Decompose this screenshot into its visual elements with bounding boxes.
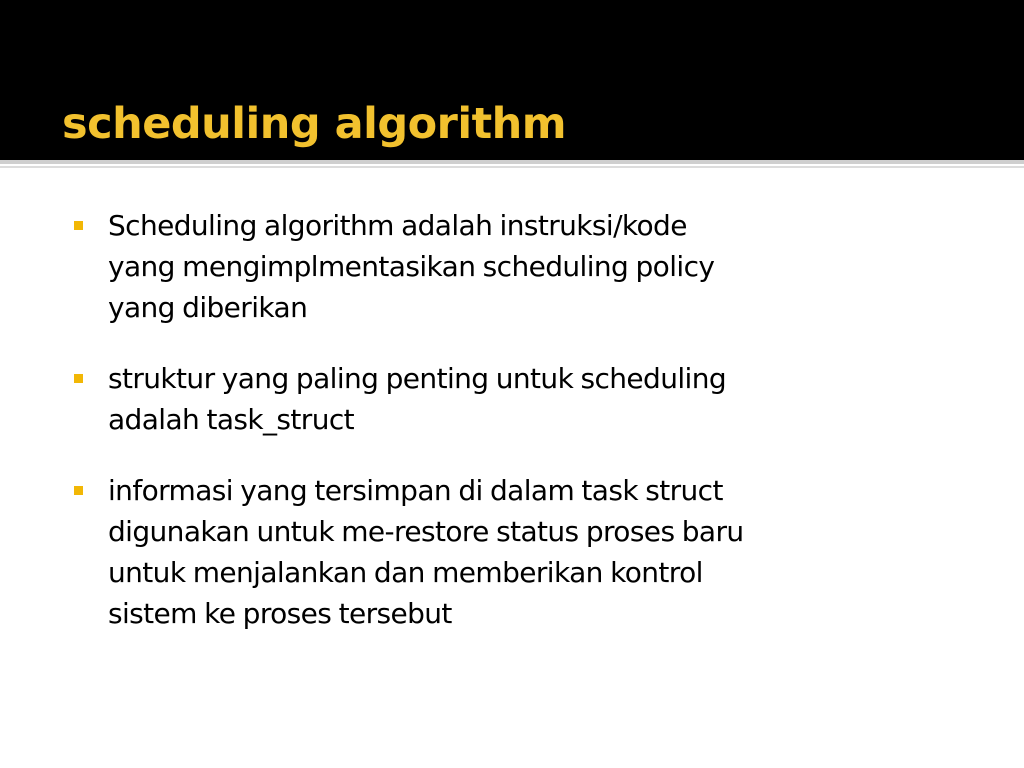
bullet-item [74, 358, 974, 440]
bullet-line: yang diberikan [108, 291, 308, 324]
bullet-text [108, 470, 974, 634]
bullet-line: sistem ke proses tersebut [108, 597, 452, 630]
bullet-line: yang mengimplmentasikan scheduling policy [108, 250, 715, 283]
bullet-item [74, 205, 974, 328]
square-bullet-icon [74, 374, 83, 383]
square-bullet-icon [74, 221, 83, 230]
bullet-item [74, 470, 974, 634]
slide-title: scheduling algorithm [62, 99, 567, 149]
title-bar [0, 0, 1024, 160]
bullet-line: untuk menjalankan dan memberikan kontrol [108, 556, 703, 589]
bullet-line: struktur yang paling penting untuk scheduling [108, 362, 727, 395]
bullet-line: adalah task_struct [108, 403, 355, 436]
title-divider-thin [0, 166, 1024, 168]
bullet-line: digunakan untuk me-restore status proses baru [108, 515, 744, 548]
title-divider [0, 160, 1024, 164]
bullet-list [74, 205, 974, 664]
bullet-text [108, 205, 974, 328]
bullet-line: Scheduling algorithm adalah instruksi/kode [108, 209, 687, 242]
bullet-line: informasi yang tersimpan di dalam task struct [108, 474, 723, 507]
bullet-text [108, 358, 974, 440]
square-bullet-icon [74, 486, 83, 495]
